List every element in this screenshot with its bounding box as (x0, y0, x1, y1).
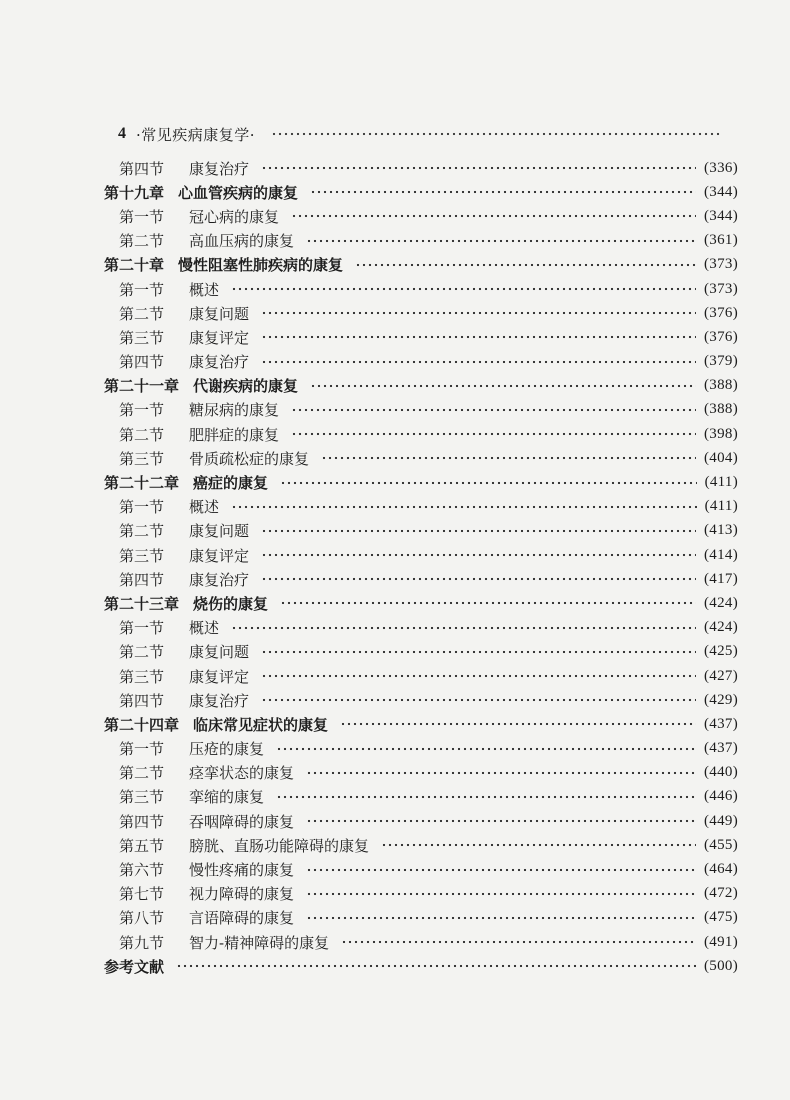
section-title: 概述 (189, 498, 220, 517)
toc-section-entry (0, 350, 790, 374)
section-title: 骨质疏松症的康复 (189, 449, 310, 468)
toc-chapter-entry (0, 180, 790, 204)
section-title: 智力-精神障碍的康复 (189, 933, 330, 952)
page-reference: (437) (704, 740, 738, 757)
toc-chapter-entry (0, 470, 790, 494)
page-reference: (440) (704, 764, 738, 781)
section-title: 概述 (189, 280, 220, 299)
page-reference: (361) (704, 232, 738, 249)
section-number: 第七节 (119, 885, 165, 904)
dot-leader (310, 186, 696, 198)
section-title: 康复治疗 (189, 159, 250, 178)
page-reference: (472) (704, 885, 738, 902)
section-number: 第二节 (119, 425, 165, 444)
section-number: 第一节 (119, 401, 165, 420)
section-number: 第五节 (119, 836, 165, 855)
section-title: 康复问题 (189, 643, 250, 662)
dot-leader (231, 622, 696, 634)
dot-leader (276, 791, 696, 803)
page-reference: (344) (704, 183, 738, 200)
page-reference: (446) (704, 788, 738, 805)
chapter-title: 慢性阻塞性肺疾病的康复 (178, 256, 344, 275)
dot-leader (261, 573, 696, 585)
toc-section-entry (0, 688, 790, 712)
section-number: 第二节 (119, 764, 165, 783)
book-title: ·常见疾病康复学· (136, 125, 256, 144)
chapter-title: 心血管疾病的康复 (178, 183, 299, 202)
page-reference: (424) (704, 594, 738, 611)
chapter-number: 第二十四章 (104, 715, 180, 734)
page-reference: (414) (704, 546, 738, 563)
dot-leader (291, 428, 696, 440)
section-title: 康复问题 (189, 304, 250, 323)
toc-section-entry (0, 446, 790, 470)
section-number: 第三节 (119, 667, 165, 686)
section-number: 第八节 (119, 909, 165, 928)
chapter-title: 烧伤的康复 (193, 594, 269, 613)
toc-section-entry (0, 640, 790, 664)
section-number: 第一节 (119, 498, 165, 517)
page-reference: (424) (704, 619, 738, 636)
toc-section-entry (0, 785, 790, 809)
table-of-contents (0, 156, 790, 978)
toc-section-entry (0, 204, 790, 228)
toc-section-entry (0, 857, 790, 881)
dot-leader (306, 864, 696, 876)
header-dot-leader (271, 129, 722, 139)
toc-section-entry (0, 398, 790, 422)
toc-section-entry (0, 519, 790, 543)
dot-leader (261, 525, 696, 537)
dot-leader (231, 283, 696, 295)
dot-leader (261, 646, 696, 658)
dot-leader (261, 670, 696, 682)
page-reference: (437) (704, 715, 738, 732)
section-number: 第四节 (119, 570, 165, 589)
section-number: 第二节 (119, 522, 165, 541)
toc-section-entry (0, 156, 790, 180)
page-reference: (398) (704, 425, 738, 442)
page-reference: (455) (704, 836, 738, 853)
page-reference: (373) (704, 256, 738, 273)
page-reference: (464) (704, 861, 738, 878)
page-reference: (500) (704, 957, 738, 974)
section-number: 第四节 (119, 353, 165, 372)
section-number: 第四节 (119, 159, 165, 178)
section-number: 第一节 (119, 280, 165, 299)
section-title: 视力障碍的康复 (189, 885, 295, 904)
section-title: 高血压病的康复 (189, 232, 295, 251)
dot-leader (280, 477, 697, 489)
page-reference: (388) (704, 401, 738, 418)
dot-leader (261, 331, 696, 343)
section-number: 第一节 (119, 619, 165, 638)
section-number: 第二节 (119, 232, 165, 251)
toc-chapter-entry (0, 253, 790, 277)
chapter-number: 第二十二章 (104, 474, 180, 493)
page-reference: (427) (704, 667, 738, 684)
section-title: 概述 (189, 619, 220, 638)
page-reference: (344) (704, 207, 738, 224)
section-title: 康复问题 (189, 522, 250, 541)
section-title: 康复评定 (189, 667, 250, 686)
section-title: 膀胱、直肠功能障碍的康复 (189, 836, 370, 855)
running-head (118, 124, 722, 144)
section-title: 吞咽障碍的康复 (189, 812, 295, 831)
dot-leader (261, 356, 696, 368)
section-title: 言语障碍的康复 (189, 909, 295, 928)
section-number: 第六节 (119, 861, 165, 880)
section-title: 冠心病的康复 (189, 207, 280, 226)
page-reference: (475) (704, 909, 738, 926)
section-number: 第一节 (119, 207, 165, 226)
page-reference: (379) (704, 353, 738, 370)
chapter-number: 第十九章 (104, 183, 165, 202)
section-number: 第三节 (119, 449, 165, 468)
section-number: 第三节 (119, 546, 165, 565)
toc-section-entry (0, 495, 790, 519)
section-title: 康复治疗 (189, 353, 250, 372)
dot-leader (231, 501, 697, 513)
dot-leader (306, 767, 696, 779)
dot-leader (291, 404, 696, 416)
toc-section-entry (0, 277, 790, 301)
dot-leader (306, 888, 696, 900)
chapter-number: 第二十三章 (104, 594, 180, 613)
section-title: 压疮的康复 (189, 740, 265, 759)
section-number: 第四节 (119, 812, 165, 831)
chapter-title: 参考文献 (104, 957, 165, 976)
dot-leader (176, 960, 696, 972)
toc-section-entry (0, 543, 790, 567)
page-number: 4 (118, 125, 126, 142)
section-number: 第三节 (119, 328, 165, 347)
toc-section-entry (0, 301, 790, 325)
toc-chapter-entry (0, 954, 790, 978)
page-reference: (449) (704, 812, 738, 829)
section-number: 第二节 (119, 643, 165, 662)
dot-leader (261, 549, 696, 561)
section-number: 第四节 (119, 691, 165, 710)
toc-section-entry (0, 906, 790, 930)
toc-section-entry (0, 616, 790, 640)
dot-leader (310, 380, 696, 392)
dot-leader (341, 936, 696, 948)
chapter-title: 代谢疾病的康复 (193, 377, 299, 396)
dot-leader (306, 235, 696, 247)
toc-section-entry (0, 930, 790, 954)
section-title: 康复评定 (189, 546, 250, 565)
dot-leader (306, 815, 696, 827)
section-number: 第三节 (119, 788, 165, 807)
section-title: 挛缩的康复 (189, 788, 265, 807)
dot-leader (321, 452, 696, 464)
section-number: 第一节 (119, 740, 165, 759)
dot-leader (261, 694, 696, 706)
section-title: 肥胖症的康复 (189, 425, 280, 444)
page-reference: (411) (704, 498, 738, 515)
page-reference: (376) (704, 304, 738, 321)
section-title: 慢性疼痛的康复 (189, 861, 295, 880)
section-title: 康复治疗 (189, 691, 250, 710)
page-reference: (336) (704, 159, 738, 176)
page-reference: (411) (704, 474, 738, 491)
chapter-number: 第二十章 (104, 256, 165, 275)
toc-section-entry (0, 761, 790, 785)
dot-leader (340, 718, 696, 730)
dot-leader (280, 597, 696, 609)
toc-section-entry (0, 325, 790, 349)
section-number: 第九节 (119, 933, 165, 952)
chapter-title: 临床常见症状的康复 (193, 715, 329, 734)
page-reference: (491) (704, 933, 738, 950)
section-title: 糖尿病的康复 (189, 401, 280, 420)
dot-leader (276, 743, 696, 755)
toc-chapter-entry (0, 374, 790, 398)
chapter-title: 癌症的康复 (193, 474, 269, 493)
section-number: 第二节 (119, 304, 165, 323)
toc-section-entry (0, 664, 790, 688)
section-title: 康复治疗 (189, 570, 250, 589)
toc-section-entry (0, 882, 790, 906)
dot-leader (355, 259, 696, 271)
page-reference: (417) (704, 570, 738, 587)
toc-section-entry (0, 229, 790, 253)
section-title: 康复评定 (189, 328, 250, 347)
toc-section-entry (0, 809, 790, 833)
page-reference: (413) (704, 522, 738, 539)
toc-section-entry (0, 422, 790, 446)
dot-leader (381, 839, 696, 851)
dot-leader (291, 210, 696, 222)
page-reference: (429) (704, 691, 738, 708)
dot-leader (261, 162, 696, 174)
section-title: 痉挛状态的康复 (189, 764, 295, 783)
toc-section-entry (0, 833, 790, 857)
dot-leader (261, 307, 696, 319)
page-reference: (388) (704, 377, 738, 394)
toc-section-entry (0, 737, 790, 761)
dot-leader (306, 912, 696, 924)
chapter-number: 第二十一章 (104, 377, 180, 396)
page-reference: (373) (704, 280, 738, 297)
page-reference: (376) (704, 328, 738, 345)
toc-section-entry (0, 567, 790, 591)
page-reference: (404) (704, 449, 738, 466)
toc-chapter-entry (0, 712, 790, 736)
page-reference: (425) (704, 643, 738, 660)
toc-chapter-entry (0, 591, 790, 615)
